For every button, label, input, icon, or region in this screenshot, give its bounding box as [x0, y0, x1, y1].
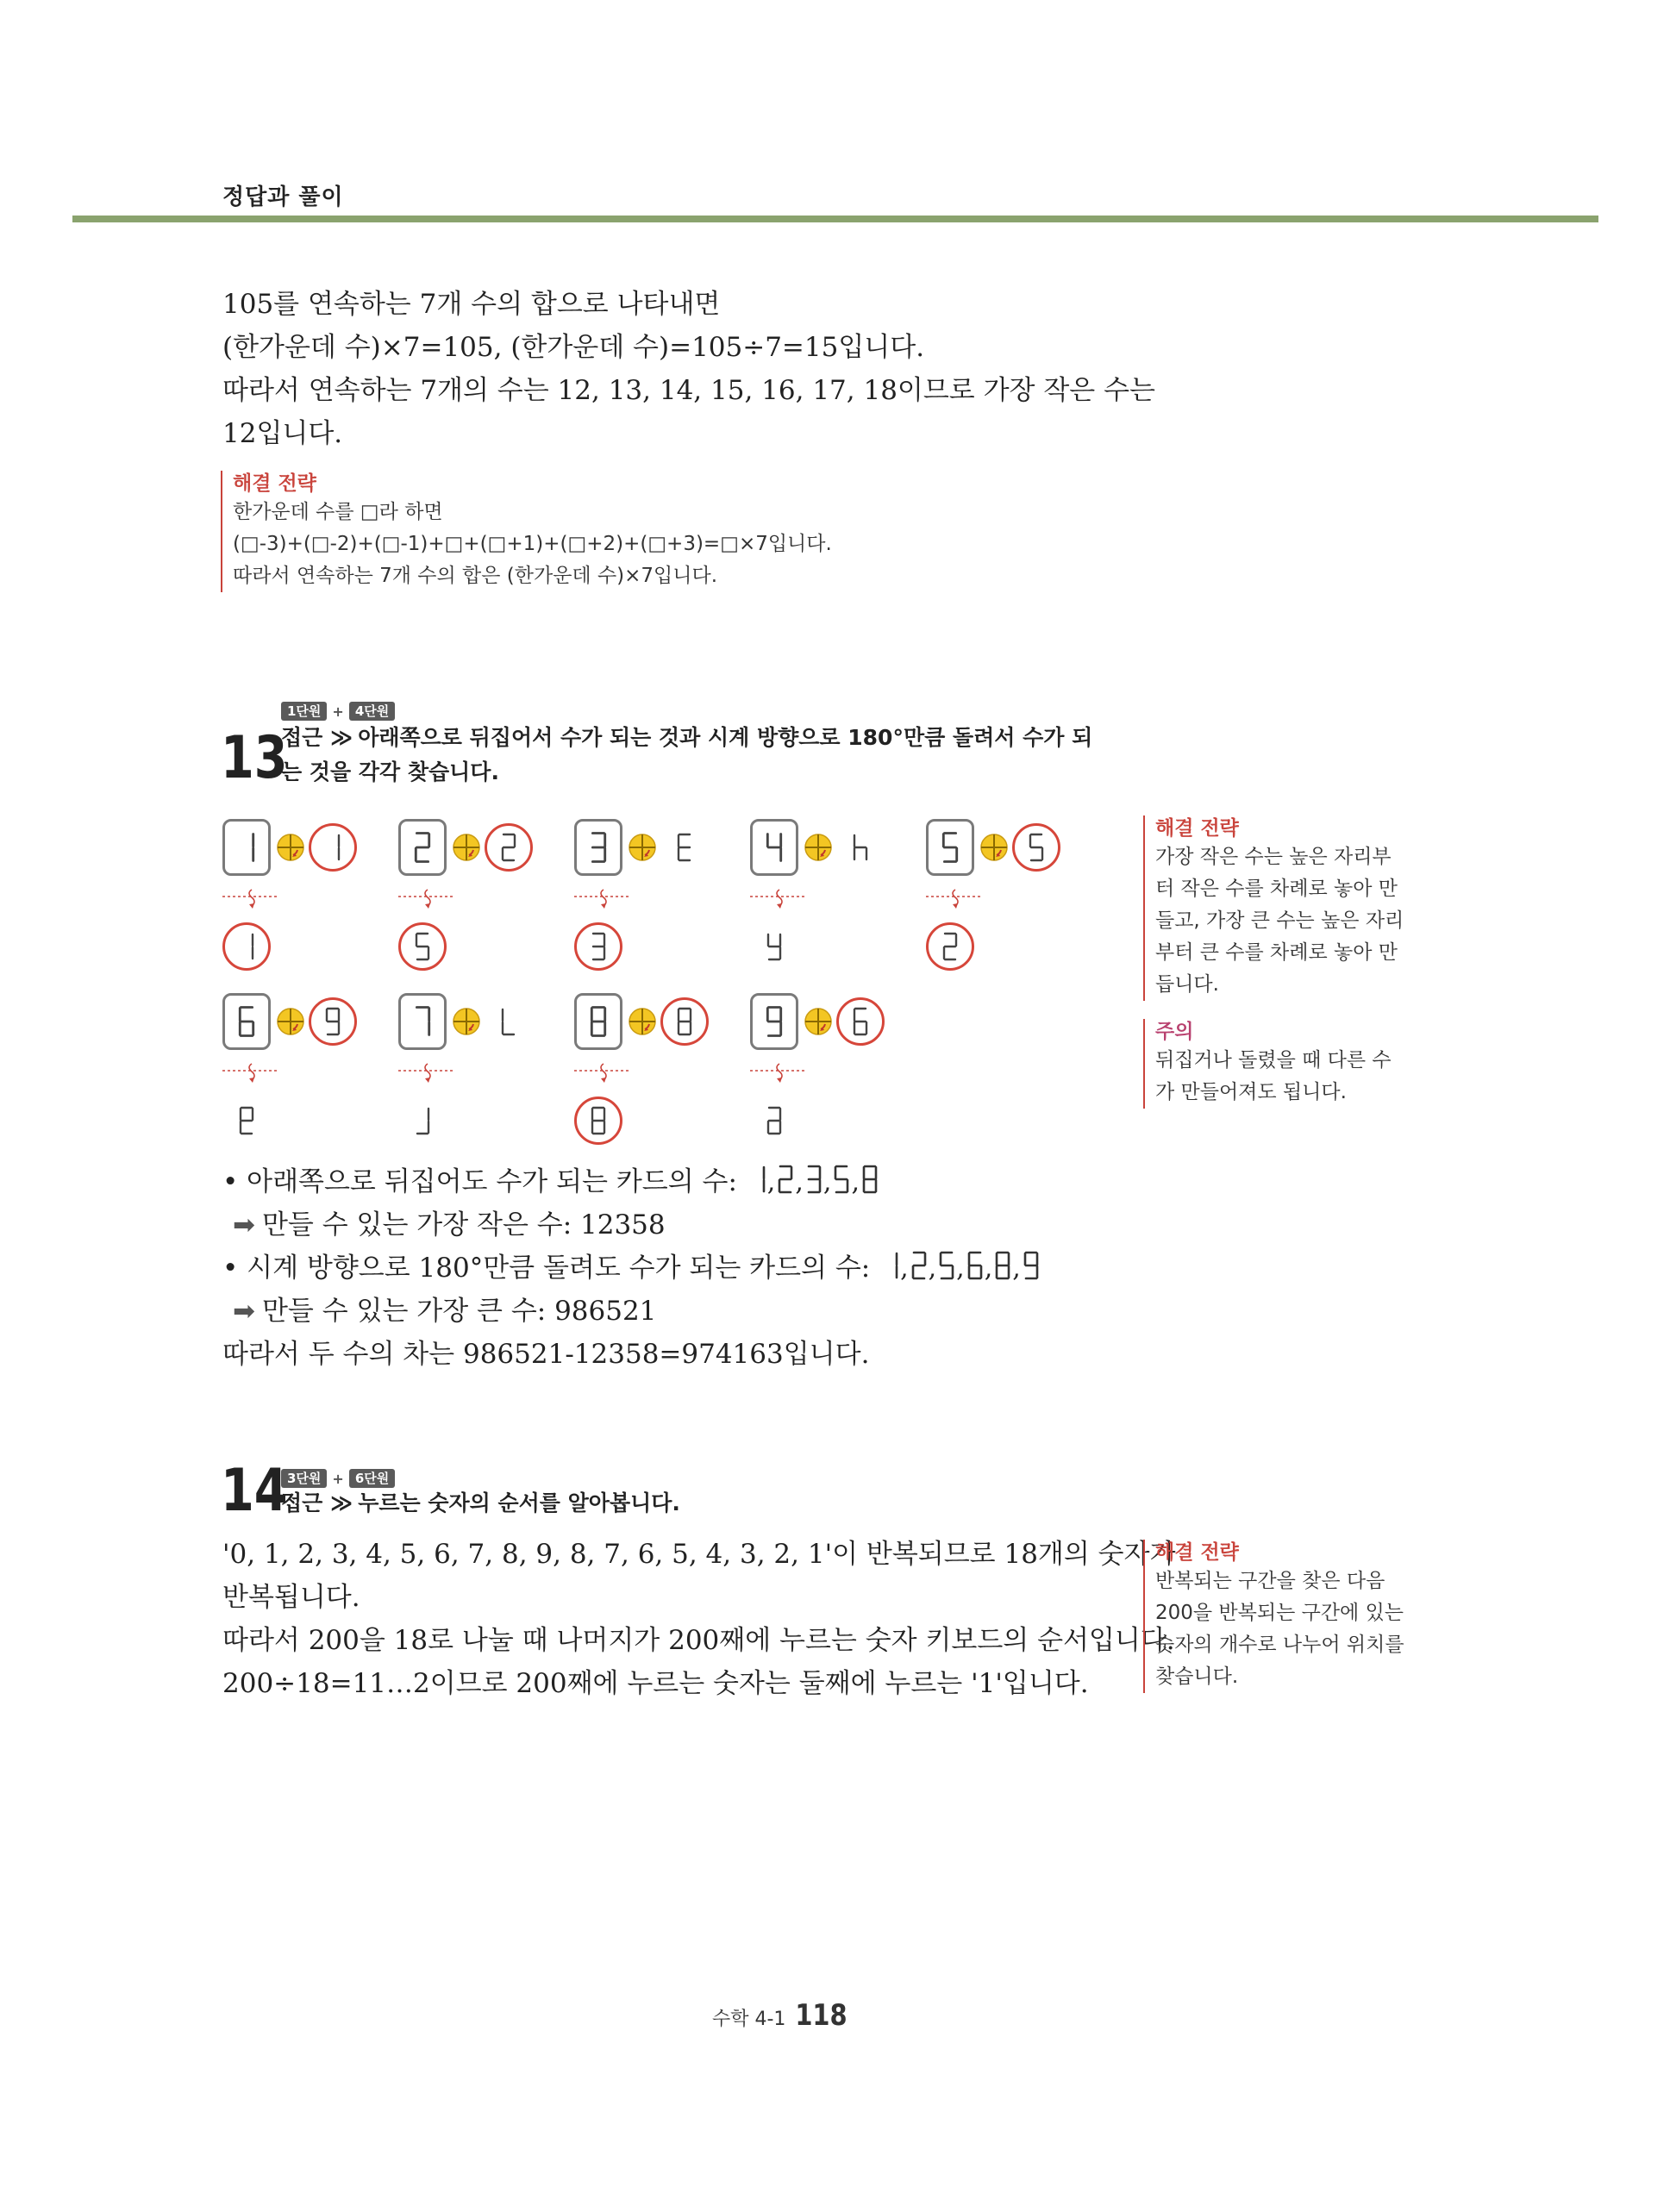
- flip-down-icon: [574, 1062, 631, 1083]
- rotated-result: [485, 823, 533, 872]
- digit-card: [574, 993, 622, 1050]
- page-number: 118: [795, 1998, 848, 2033]
- rotated-result: [1012, 823, 1060, 872]
- digit-card: [398, 819, 447, 876]
- flip-digits-label: • 아래쪽으로 뒤집어도 수가 되는 카드의 수:: [222, 1166, 737, 1197]
- rotate-180-icon: [628, 1007, 657, 1036]
- problem14-number: 14: [221, 1457, 288, 1525]
- inline-digit: [882, 1249, 909, 1282]
- strategy-line: 200을 반복되는 구간에 있는: [1155, 1602, 1404, 1624]
- inline-digit: [910, 1249, 937, 1282]
- rotated-result: [309, 997, 357, 1046]
- strategy-line: 들고, 가장 큰 수는 높은 자리: [1155, 909, 1404, 932]
- flip-down-icon: [574, 888, 631, 909]
- flipped-result: [750, 1097, 798, 1145]
- solution-line: 따라서 200을 18로 나눌 때 나머지가 200째에 누르는 숫자 키보드의 순서입니다.: [222, 1625, 1175, 1656]
- flip-down-icon: [750, 888, 807, 909]
- caution-line: 가 만들어져도 됩니다.: [1155, 1081, 1347, 1103]
- inline-digit: [749, 1163, 776, 1196]
- strategy-line: 부터 큰 수를 차례로 놓아 만: [1155, 941, 1398, 964]
- inline-digit: [938, 1249, 965, 1282]
- comma-separator: ,: [928, 1253, 937, 1284]
- flipped-result: [574, 922, 622, 971]
- unit-badge: 4단원: [349, 702, 395, 721]
- rotate-180-icon: [804, 1007, 833, 1036]
- rotate-180-icon: [452, 833, 481, 862]
- comma-separator: ,: [851, 1167, 860, 1197]
- problem14-units: [281, 1469, 395, 1488]
- rot-digits-list: [882, 1249, 1040, 1282]
- flipped-result: [398, 922, 447, 971]
- approach-text: 는 것을 각각 찾습니다.: [281, 759, 499, 784]
- digit-card: [222, 993, 271, 1050]
- rotated-result: [836, 823, 885, 872]
- inline-digit: [966, 1249, 993, 1282]
- comma-separator: ,: [766, 1167, 776, 1197]
- rotate-180-icon: [452, 1007, 481, 1036]
- right-arrow-icon: ➡: [233, 1296, 255, 1327]
- intro-line: 105를 연속하는 7개 수의 합으로 나타내면: [222, 289, 721, 320]
- page-footer: [712, 1998, 852, 2033]
- flip-down-icon: [398, 888, 455, 909]
- smallest-line: [233, 1203, 666, 1247]
- problem14-solution: [222, 1533, 1176, 1705]
- strategy-title: 해결 전략: [1155, 1541, 1239, 1564]
- comma-separator: ,: [795, 1167, 804, 1197]
- rotated-result: [660, 997, 709, 1046]
- digit-card: [750, 819, 798, 876]
- strategy-line: 찾습니다.: [1155, 1665, 1239, 1688]
- rotate-180-icon: [276, 833, 305, 862]
- plus-sign: +: [332, 703, 344, 720]
- inline-digit: [833, 1163, 860, 1196]
- strategy-line: 따라서 연속하는 7개 수의 합은 (한가운데 수)×7입니다.: [233, 565, 718, 587]
- rotated-result: [485, 997, 533, 1046]
- comma-separator: ,: [984, 1253, 993, 1284]
- flip-digits-line: [222, 1160, 879, 1203]
- strategy-line: 듭니다.: [1155, 973, 1219, 996]
- rotated-result: [309, 823, 357, 872]
- right-arrow-icon: ➡: [233, 1209, 255, 1240]
- comma-separator: ,: [1012, 1253, 1021, 1284]
- rotate-180-icon: [979, 833, 1009, 862]
- flip-down-icon: [750, 1062, 807, 1083]
- caution-line: 뒤집거나 돌렸을 때 다른 수: [1155, 1049, 1392, 1072]
- strategy-line: 숫자의 개수로 나누어 위치를: [1155, 1634, 1404, 1656]
- inline-digit: [1023, 1249, 1040, 1282]
- problem13-conclusion: 따라서 두 수의 차는 986521-12358=974163입니다.: [222, 1339, 870, 1370]
- plus-sign: +: [332, 1470, 344, 1487]
- footer-subject: 수학 4-1: [712, 2009, 786, 2030]
- comma-separator: ,: [900, 1253, 909, 1284]
- strategy-line: 반복되는 구간을 찾은 다음: [1155, 1570, 1385, 1592]
- inline-digit: [861, 1163, 879, 1196]
- digit-card: [222, 819, 271, 876]
- smallest-label: 만들 수 있는 가장 작은 수: 12358: [261, 1209, 666, 1240]
- problem13-number: 13: [221, 724, 288, 792]
- approach-label: 접근 ≫: [281, 725, 353, 750]
- digit-card: [574, 819, 622, 876]
- rotated-result: [660, 823, 709, 872]
- rot-digits-label: • 시계 방향으로 180°만큼 돌려도 수가 되는 카드의 수:: [222, 1253, 871, 1284]
- strategy-line: 한가운데 수를 □라 하면: [233, 501, 443, 523]
- rotate-180-icon: [804, 833, 833, 862]
- solution-line: 200÷18=11…2이므로 200째에 누르는 숫자는 둘째에 누르는 '1'입니다.: [222, 1668, 1089, 1699]
- intro-line: 따라서 연속하는 7개의 수는 12, 13, 14, 15, 16, 17, 18이므로 가장 작은 수는: [222, 375, 1155, 406]
- flip-down-icon: [222, 888, 279, 909]
- problem13-caution-box: [1143, 1019, 1392, 1109]
- flipped-result: [222, 1097, 271, 1145]
- largest-label: 만들 수 있는 가장 큰 수: 986521: [261, 1296, 657, 1327]
- solution-line: 반복됩니다.: [222, 1582, 360, 1613]
- comma-separator: ,: [822, 1167, 832, 1197]
- inline-digit: [777, 1163, 804, 1196]
- inline-digit: [994, 1249, 1021, 1282]
- approach-text: 아래쪽으로 뒤집어서 수가 되는 것과 시계 방향으로 180°만큼 돌려서 수가 되: [358, 725, 1093, 750]
- rotated-result: [836, 997, 885, 1046]
- flipped-result: [574, 1097, 622, 1145]
- strategy-line: (□-3)+(□-2)+(□-1)+□+(□+1)+(□+2)+(□+3)=□×7입니다.: [233, 533, 832, 555]
- flipped-result: [222, 922, 271, 971]
- problem13-strategy-box: [1143, 815, 1404, 1001]
- flipped-result: [750, 922, 798, 971]
- comma-separator: ,: [956, 1253, 965, 1284]
- flipped-result: [398, 1097, 447, 1145]
- solution-line: '0, 1, 2, 3, 4, 5, 6, 7, 8, 9, 8, 7, 6, 5, 4, 3, 2, 1'이 반복되므로 18개의 숫자가: [222, 1539, 1176, 1570]
- unit-badge: 1단원: [281, 702, 327, 721]
- problem14-strategy-box: [1143, 1540, 1404, 1693]
- rot-digits-line: [222, 1247, 1040, 1290]
- intro-line: 12입니다.: [222, 418, 343, 449]
- flip-down-icon: [398, 1062, 455, 1083]
- approach-label: 접근 ≫: [281, 1490, 353, 1515]
- strategy-title: 해결 전략: [233, 472, 316, 495]
- unit-badge: 6단원: [349, 1469, 395, 1488]
- digit-card: [750, 993, 798, 1050]
- digit-card: [398, 993, 447, 1050]
- rotate-180-icon: [276, 1007, 305, 1036]
- flip-down-icon: [222, 1062, 279, 1083]
- header-title: 정답과 풀이: [222, 184, 344, 210]
- largest-line: [233, 1290, 656, 1333]
- strategy-title: 해결 전략: [1155, 817, 1239, 840]
- digit-card: [926, 819, 974, 876]
- flipped-result: [926, 922, 974, 971]
- strategy-line: 가장 작은 수는 높은 자리부: [1155, 846, 1392, 868]
- intro-line: (한가운데 수)×7=105, (한가운데 수)=105÷7=15입니다.: [222, 332, 925, 363]
- unit-badge: 3단원: [281, 1469, 327, 1488]
- rotate-180-icon: [628, 833, 657, 862]
- approach-text: 누르는 숫자의 순서를 알아봅니다.: [358, 1490, 680, 1515]
- flip-digits-list: [749, 1163, 879, 1196]
- problem14-approach: [281, 1486, 680, 1521]
- flip-down-icon: [926, 888, 983, 909]
- inline-digit: [805, 1163, 832, 1196]
- strategy-line: 터 작은 수를 차례로 놓아 만: [1155, 878, 1398, 900]
- caution-title: 주의: [1155, 1021, 1194, 1043]
